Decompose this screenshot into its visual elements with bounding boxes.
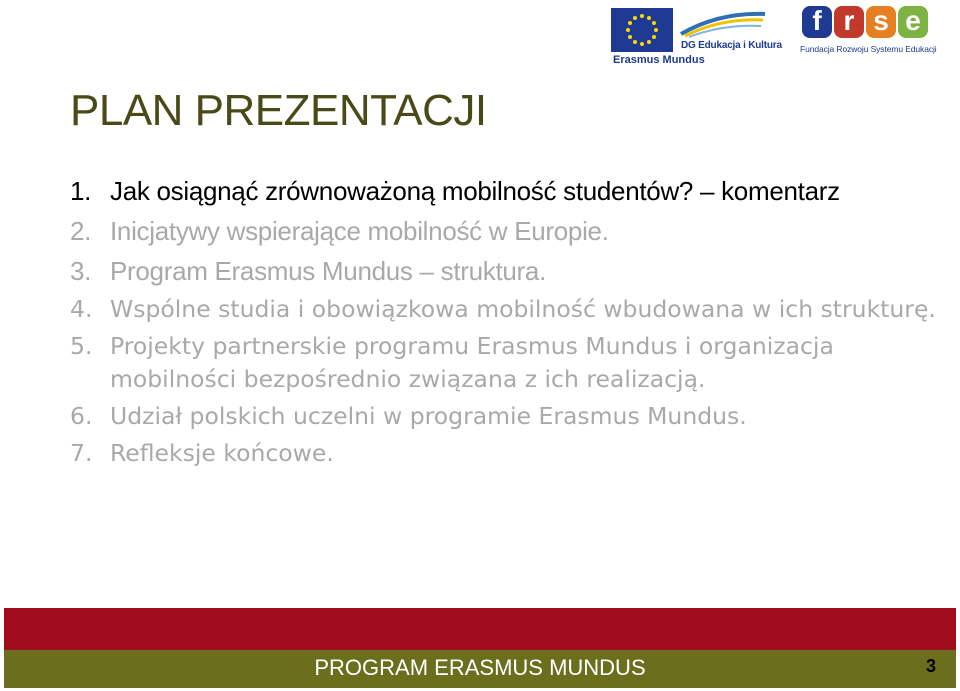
agenda-item-number: 2. — [70, 216, 92, 246]
agenda-item-text: Program Erasmus Mundus – struktura. — [110, 256, 546, 286]
agenda-item-number: 7. — [70, 439, 93, 467]
agenda-item-number: 6. — [70, 402, 93, 430]
agenda-item — [70, 173, 940, 209]
agenda-list — [70, 173, 940, 474]
eu-dg-label: DG Edukacja i Kultura — [681, 40, 782, 51]
agenda-item — [70, 213, 940, 249]
frse-caption: Fundacja Rozwoju Systemu Edukacji — [800, 44, 937, 54]
agenda-item — [70, 400, 940, 433]
frse-letters — [802, 6, 928, 42]
eu-erasmus-mundus-logo — [611, 6, 782, 66]
agenda-item — [70, 437, 940, 470]
agenda-item-text: Refleksje końcowe. — [110, 439, 334, 467]
agenda-item-text: Jak osiągnąć zrównoważoną mobilność studentów? – komentarz — [110, 176, 840, 206]
agenda-item-number: 5. — [70, 332, 93, 360]
footer-label: PROGRAM ERASMUS MUNDUS — [314, 655, 646, 680]
agenda-item — [70, 253, 940, 289]
agenda-item-number: 3. — [70, 256, 92, 286]
agenda-item-text: Inicjatywy wspierające mobilność w Europie. — [110, 216, 609, 246]
swoosh-icon — [679, 8, 767, 38]
agenda-item-text: Projekty partnerskie programu Erasmus Mundus i organizacja mobilności bezpośrednio związana z ich realizacją. — [110, 332, 834, 393]
agenda-item-text: Udział polskich uczelni w programie Erasmus Mundus. — [110, 402, 747, 430]
eu-flag-icon — [611, 8, 673, 52]
frse-letter-s: s — [866, 6, 896, 38]
slide-title: PLAN PREZENTACJI — [70, 86, 487, 135]
eu-program-label: Erasmus Mundus — [613, 54, 705, 66]
frse-logo — [800, 6, 936, 62]
footer-red-band — [4, 608, 956, 650]
header-logos — [608, 4, 938, 66]
page-number: 3 — [925, 656, 936, 676]
agenda-item-number: 4. — [70, 295, 93, 323]
footer-green-band — [4, 650, 956, 688]
agenda-item — [70, 293, 940, 326]
agenda-item-number: 1. — [70, 176, 92, 206]
agenda-item — [70, 330, 940, 396]
frse-letter-r: r — [834, 6, 864, 38]
frse-letter-f: f — [802, 6, 832, 38]
frse-letter-e: e — [898, 6, 928, 38]
agenda-item-text: Wspólne studia i obowiązkowa mobilność wbudowana w ich strukturę. — [110, 295, 936, 323]
